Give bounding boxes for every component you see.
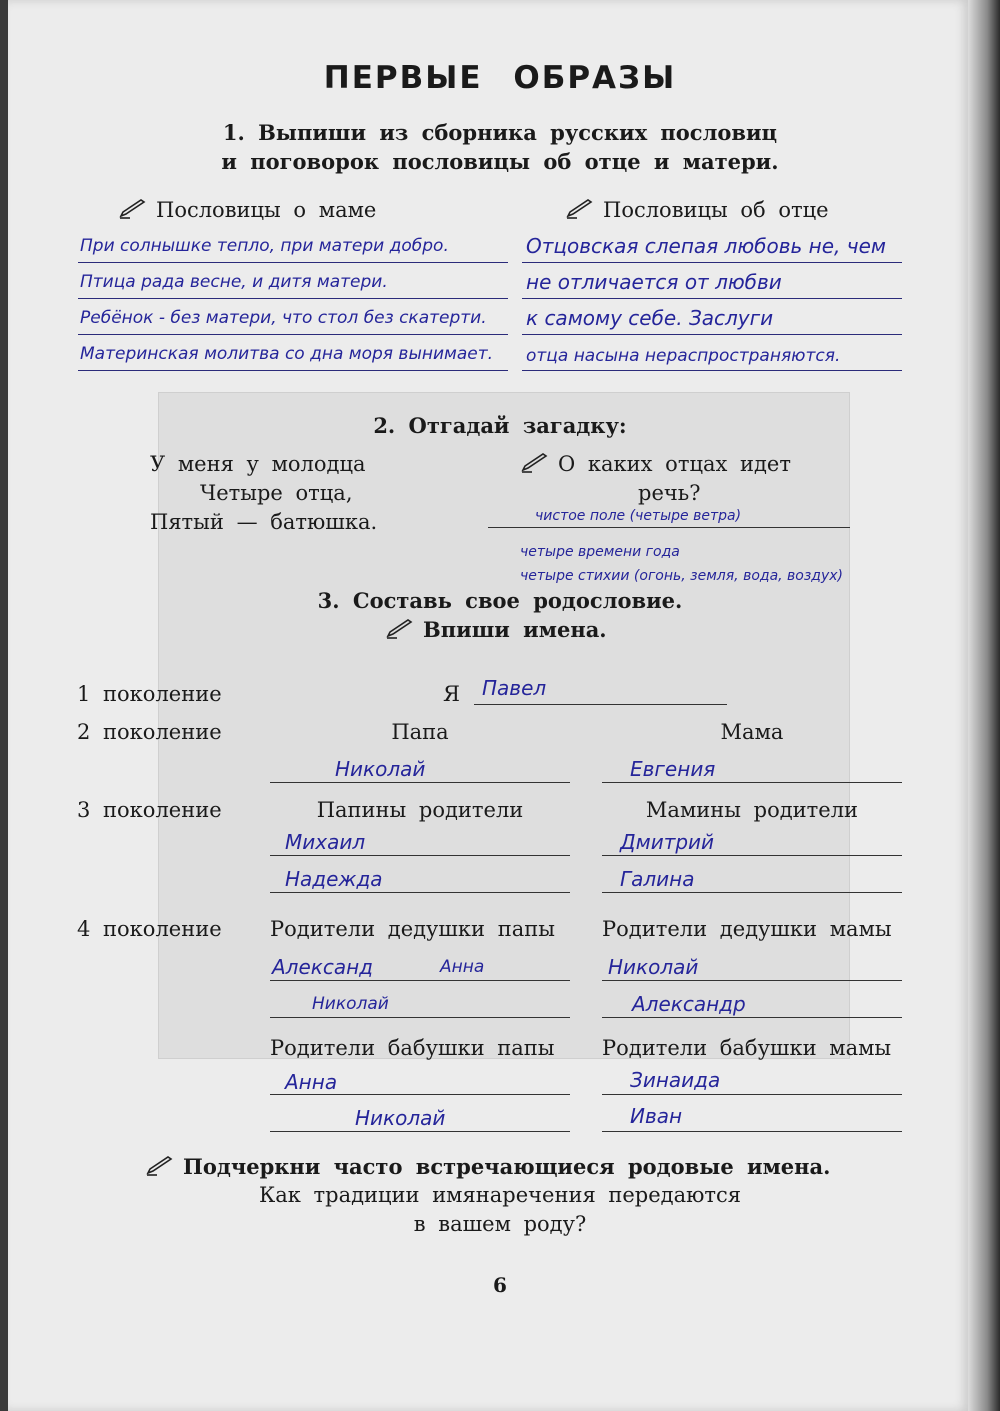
dad-grandma-parents-label: Родители бабушки папы	[270, 1036, 555, 1060]
dad-grandpa-extra-name[interactable]: Николай	[312, 994, 389, 1014]
dad-grandpa-father-name[interactable]: Александ	[272, 955, 374, 979]
task3-subheading-text: Впиши имена.	[423, 617, 607, 642]
answer-line	[270, 1094, 570, 1095]
task2-heading: 2. Отгадай загадку:	[373, 413, 627, 438]
answer-line	[602, 892, 902, 893]
answer-line	[602, 1131, 902, 1132]
mother-proverb-2[interactable]: Птица рада весне, и дитя матери.	[80, 272, 388, 292]
footer-instruction	[145, 1154, 830, 1179]
dad-line	[270, 782, 570, 783]
answer-line	[78, 298, 508, 299]
task1-heading-line1: 1. Выпиши из сборника русских пословиц	[222, 120, 778, 145]
mom-name[interactable]: Евгения	[630, 757, 716, 781]
father-proverb-2[interactable]: не отличается от любви	[526, 270, 782, 294]
answer-line	[78, 370, 508, 371]
answer-line	[602, 1094, 902, 1095]
dad-name[interactable]: Николай	[335, 757, 426, 781]
answer-line	[270, 980, 570, 981]
riddle-question-line2: речь?	[638, 481, 701, 505]
riddle-answer-2[interactable]: четыре времени года	[520, 544, 680, 560]
answer-line	[602, 855, 902, 856]
mother-proverb-1[interactable]: При солнышке тепло, при матери добро.	[80, 236, 449, 256]
pencil-icon	[145, 1156, 175, 1176]
father-proverb-1[interactable]: Отцовская слепая любовь не, чем	[526, 234, 886, 258]
answer-line	[488, 527, 850, 528]
father-proverb-3[interactable]: к самому себе. Заслуги	[526, 306, 774, 330]
answer-line	[270, 855, 570, 856]
me-name[interactable]: Павел	[482, 676, 547, 700]
answer-line	[78, 262, 508, 263]
answer-line	[270, 1131, 570, 1132]
answer-line	[522, 298, 902, 299]
pencil-icon	[385, 619, 415, 639]
pencil-icon	[118, 199, 148, 219]
answer-line	[78, 334, 508, 335]
dad-parents-label: Папины родители	[316, 798, 524, 822]
gen1-label: 1 поколение	[77, 682, 222, 706]
dad-grandma-father-name[interactable]: Анна	[285, 1070, 338, 1094]
riddle-line-1: У меня у молодца	[150, 452, 366, 476]
mom-grandpa-parents-label: Родители дедушки мамы	[602, 917, 892, 941]
riddle-answer-3[interactable]: четыре стихии (огонь, земля, вода, воздух)	[520, 568, 844, 584]
gen2-label: 2 поколение	[77, 720, 222, 744]
dad-grandpa-parents-label: Родители дедушки папы	[270, 917, 555, 941]
mom-grandma-mother-name[interactable]: Иван	[630, 1104, 683, 1128]
footer-question-line1: Как традиции имянаречения передаются	[258, 1183, 742, 1207]
mother-proverb-4[interactable]: Материнская молитва со дна моря вынимает.	[80, 344, 494, 364]
me-line	[474, 704, 727, 705]
answer-line	[522, 262, 902, 263]
dad-grandpa-mother-name[interactable]: Анна	[440, 957, 485, 977]
task3-subheading	[385, 617, 607, 642]
footer-instruction-text: Подчеркни часто встречающиеся родовые имена.	[183, 1154, 831, 1179]
answer-line	[270, 1017, 570, 1018]
dad-father-name[interactable]: Михаил	[285, 830, 366, 854]
mom-parents-label: Мамины родители	[645, 798, 859, 822]
riddle-answer-1[interactable]: чистое поле (четыре ветра)	[535, 508, 742, 524]
page-title: ПЕРВЫЕ ОБРАЗЫ	[323, 60, 677, 96]
mom-label: Мама	[720, 720, 784, 744]
mom-grandma-father-name[interactable]: Зинаида	[630, 1068, 721, 1092]
task1-heading-line2: и поговорок пословицы об отце и матери.	[221, 149, 779, 174]
mom-mother-name[interactable]: Галина	[620, 867, 695, 891]
pencil-icon	[520, 453, 550, 473]
gen3-label: 3 поколение	[77, 798, 222, 822]
mom-grandpa-father-name[interactable]: Николай	[608, 955, 699, 979]
answer-line	[522, 370, 902, 371]
mother-proverb-3[interactable]: Ребёнок - без матери, что стол без скатерти.	[80, 308, 487, 328]
father-proverbs-header	[565, 198, 829, 222]
father-proverbs-label: Пословицы об отце	[603, 198, 829, 222]
answer-line	[270, 892, 570, 893]
me-label: Я	[443, 682, 460, 706]
footer-question-line2: в вашем роду?	[413, 1212, 587, 1236]
mom-grandma-parents-label: Родители бабушки мамы	[602, 1036, 892, 1060]
riddle-question-line1	[520, 452, 791, 476]
answer-line	[602, 1017, 902, 1018]
mother-proverbs-header	[118, 198, 376, 222]
mom-grandpa-mother-name[interactable]: Александр	[632, 992, 746, 1016]
pencil-icon	[565, 199, 595, 219]
dad-label: Папа	[391, 720, 449, 744]
riddle-line-3: Пятый — батюшка.	[150, 510, 378, 534]
riddle-line-2: Четыре отца,	[200, 481, 353, 505]
answer-line	[522, 334, 902, 335]
gen4-label: 4 поколение	[77, 917, 222, 941]
answer-line	[602, 980, 902, 981]
mom-father-name[interactable]: Дмитрий	[620, 830, 715, 854]
page-number: 6	[493, 1273, 507, 1297]
mother-proverbs-label: Пословицы о маме	[156, 198, 377, 222]
father-proverb-4[interactable]: отца насына нераспространяются.	[526, 346, 841, 366]
task3-heading: 3. Составь свое родословие.	[317, 588, 683, 613]
dad-grandma-mother-name[interactable]: Николай	[355, 1106, 446, 1130]
dad-mother-name[interactable]: Надежда	[285, 867, 383, 891]
mom-line	[602, 782, 902, 783]
riddle-question-text: О каких отцах идет	[558, 452, 791, 476]
